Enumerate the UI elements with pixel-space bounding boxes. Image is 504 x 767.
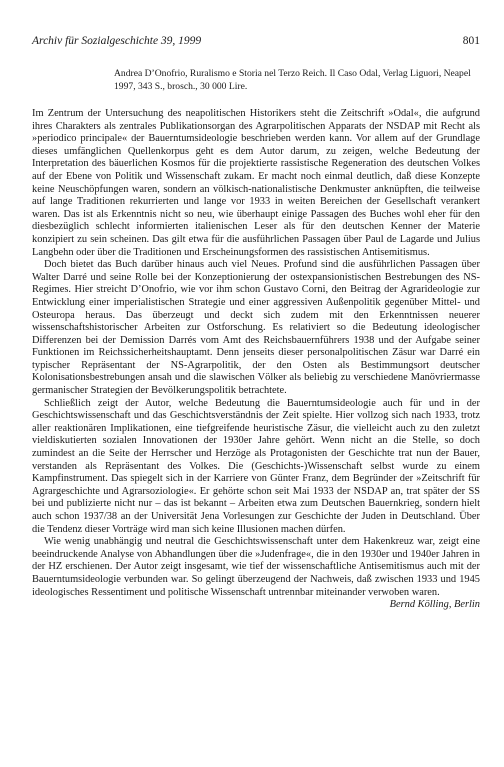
review-paragraph-1: Im Zentrum der Untersuchung des neapolitischen Historikers steht die Zeitschrift »Odal«, die aufgrund ihres Charakters als zentrales Publikationsorgan des Agrarpolitischen Apparats der NSDAP mit Recht als »periodico principale« der Bauerntumsideologie beschrieben werden kann. Vor allem auf der Grundlage dieses umfänglichen Quellenkorpus geht es dem Autor darum, zu zeigen, welche Bedeutung der Interpretation des bäuerlichen Kosmos für die projektierte rassistische Regeneration des deutschen Volkes auf der Ebene von Politik und Wissenschaft zukam. Er macht noch einmal deutlich, daß diese Konzepte keine Neuschöpfungen waren, sondern an völkisch-nationalistische Denkmuster anknüpften, die teilweise auf lange Traditionen rekurrierten und lange vor 1933 in weiten Bereichen der Gesellschaft verankert waren. Das ist als Erkenntnis nicht so neu, wie überhaupt einige Passagen des Buches wohl eher für den diesbezüglich schlecht informierten italienischen Leser als für den deutschen Kenner der Materie konzipiert zu sein scheinen. Das gilt etwa für die ausführlichen Passagen über Paul de Lagarde und Julius Langbehn oder über die Traditionen und Erscheinungsformen des rassistischen Antisemitismus. — [32, 108, 480, 258]
book-review-page — [32, 34, 480, 612]
review-paragraph-3: Schließlich zeigt der Autor, welche Bedeutung die Bauerntumsideologie auch für und in der Geschichtswissenschaft und das Geschichtsverständnis der Zeit spielte. Hier vollzog sich nach 1933, trotz aller reaktionären Implikationen, eine tiefgreifende heuristische Zäsur, die vielleicht auch zu den zuletzt vieldiskutierten sozialen Innovationen der 1930er Jahre gehört. Wenn nicht an die Stelle, so doch zumindest an die Seite der Herrscher und Herzöge als Protagonisten der Geschichte trat nun der Bauer, verstanden als Repräsentant des Volkes. Die (Geschichts-)Wissenschaft selbst wurde zu einem Kampfinstrument. Das spiegelt sich in der Karriere von Günter Franz, dem Begründer der »Zeitschrift für Agrargeschichte und Agrarsoziologie«. Er gehörte schon seit Mai 1933 der NSDAP an, trat später der SS bei und publizierte nicht nur – das ist bekannt – Arbeiten etwa zum Deutschen Bauernkrieg, sondern hielt auch schon 1937/38 an der Universität Jena Vorlesungen zur Geschichte der Juden in Deutschland. Über die Tendenz dieser Vorträge wird man sich keine Illusionen machen dürfen. — [32, 397, 480, 535]
review-paragraph-2: Doch bietet das Buch darüber hinaus auch viel Neues. Profund sind die ausführlichen Passagen über Walter Darré und seine Rolle bei der Konzeptionierung der ostexpansionistischen Bestrebungen des NS-Regimes. Hier streicht D’Onofrio, wie vor ihm schon Gustavo Corni, den Beitrag der Agrarideologie zur Entwicklung einer imperialistischen Strategie und einer aggressiven Außenpolitik gegenüber Mittel- und Osteuropa heraus. Das überzeugt und deckt sich zudem mit den Erkenntnissen neuerer wissenschaftshistorischer Arbeiten zur Ostforschung. Es relativiert so die Bedeutung ideologischer Differenzen bei der Demission Darrés vom Amt des Reichsbauernführers 1938 und der Aufgabe seiner Funktionen im Reichssicherheitshauptamt. Denn jenseits dieser personalpolitischen Zäsur war Darré ein typischer Repräsentant der NS-Agrarpolitik, der den Osten als Bestimmungsort deutscher Kolonisationsbestrebungen ansah und die slawischen Völker als beliebig zu verschiedene Manövriermasse germanischer Strategien der Bevölkerungspolitik betrachtete. — [32, 259, 480, 397]
journal-title: Archiv für Sozialgeschichte 39, 1999 — [32, 35, 202, 47]
reviewer-signature: Bernd Kölling, Berlin — [389, 599, 480, 611]
page-number: 801 — [462, 35, 480, 47]
review-body — [32, 108, 480, 599]
running-head — [32, 34, 480, 48]
book-citation: Andrea D’Onofrio, Ruralismo e Storia nel Terzo Reich. Il Caso Odal, Verlag Liguori, Neapel 1997, 343 S., brosch., 30 000 Lire. — [114, 68, 471, 92]
review-paragraph-4: Wie wenig unabhängig und neutral die Geschichtswissenschaft unter dem Hakenkreuz war, zeigt eine beeindruckende Analyse von Abhandlungen über die »Judenfrage«, die in den 1930er und 1940er Jahren in der HZ erschienen. Der Autor zeigt insgesamt, wie tief der wissenschaftliche Antisemitismus auch mit der Bauerntumsideologie verbunden war. So gelingt überzeugend der Nachweis, daß zwischen 1933 und 1945 ideologisches Ressentiment und politische Wissenschaft untrennbar miteinander verwoben waren. — [32, 536, 480, 598]
